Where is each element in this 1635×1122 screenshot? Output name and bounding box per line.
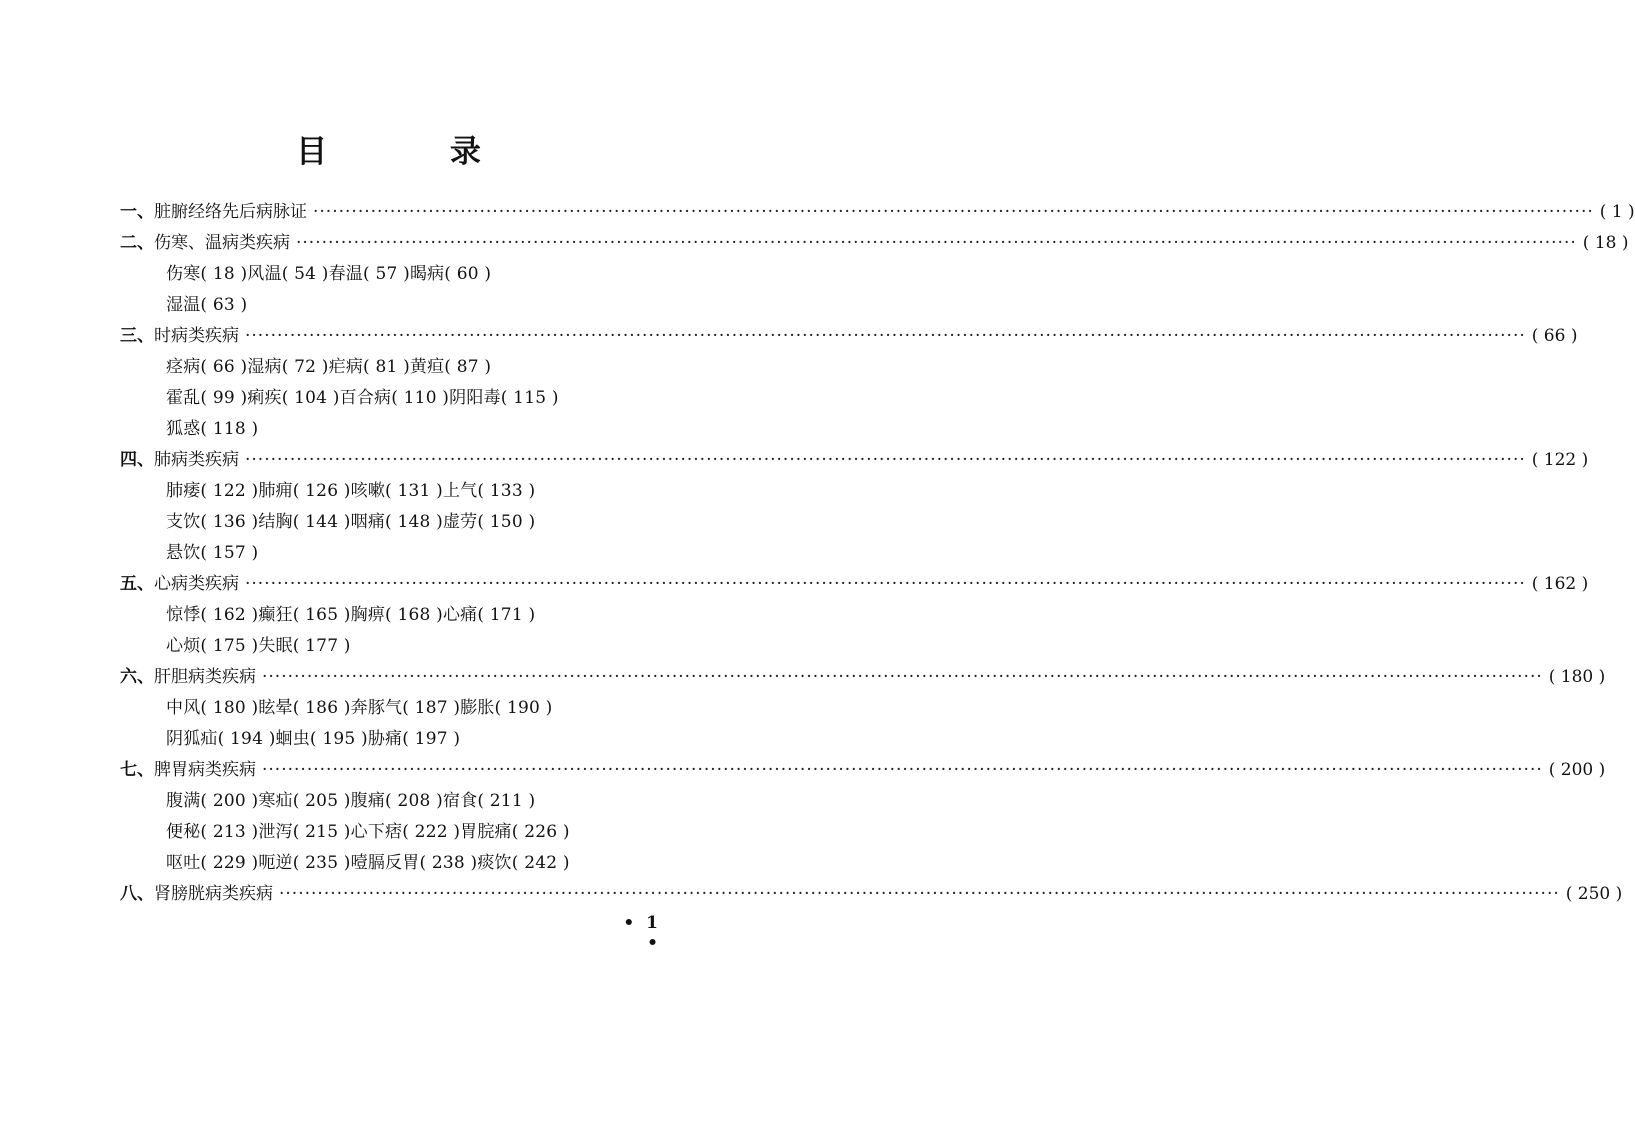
chapter-title: 肾膀胱病类疾病 <box>154 884 273 904</box>
toc-subentries: 中风( 180 )眩晕( 186 )奔豚气( 187 )膨胀( 190 ) <box>166 698 553 718</box>
toc-subentries: 狐惑( 118 ) <box>166 419 259 439</box>
toc-chapter <box>120 755 1606 786</box>
toc-subentries: 腹满( 200 )寒疝( 205 )腹痛( 208 )宿食( 211 ) <box>166 791 536 811</box>
toc-chapter <box>120 662 1606 693</box>
chapter-number: 七、 <box>120 760 154 780</box>
chapter-title: 脾胃病类疾病 <box>154 760 256 780</box>
dot-leader: ········································································································································································································ <box>296 233 1577 253</box>
chapter-page: ( 122 ) <box>1531 450 1589 470</box>
chapter-page: ( 250 ) <box>1565 884 1623 904</box>
toc-subentries: 心烦( 175 )失眠( 177 ) <box>166 636 351 656</box>
dot-leader: ········································································································································································································ <box>313 202 1594 222</box>
dot-leader: ········································································································································································································ <box>279 884 1560 904</box>
dot-leader: ········································································································································································································ <box>245 574 1526 594</box>
toc-chapter <box>120 569 1589 600</box>
toc-subentries: 肺痿( 122 )肺痈( 126 )咳嗽( 131 )上气( 133 ) <box>166 481 536 501</box>
chapter-page: ( 200 ) <box>1548 760 1606 780</box>
chapter-number: 一、 <box>120 202 154 222</box>
toc-subentries: 痉病( 66 )湿病( 72 )疟病( 81 )黄疸( 87 ) <box>166 357 492 377</box>
toc-chapter <box>120 321 1578 352</box>
toc-subentries: 湿温( 63 ) <box>166 295 248 315</box>
toc-subentries: 霍乱( 99 )痢疾( 104 )百合病( 110 )阴阳毒( 115 ) <box>166 388 559 408</box>
chapter-page: ( 180 ) <box>1548 667 1606 687</box>
dot-leader: ········································································································································································································ <box>245 326 1526 346</box>
toc-subentries: 惊悸( 162 )癫狂( 165 )胸痹( 168 )心痛( 171 ) <box>166 605 536 625</box>
chapter-number: 六、 <box>120 667 154 687</box>
table-of-contents <box>120 197 1635 910</box>
toc-subentries: 呕吐( 229 )呃逆( 235 )噎膈反胃( 238 )痰饮( 242 ) <box>166 853 570 873</box>
toc-chapter <box>120 228 1629 259</box>
chapter-number: 八、 <box>120 884 154 904</box>
dot-leader: ········································································································································································································ <box>262 760 1543 780</box>
chapter-page: ( 18 ) <box>1582 233 1629 253</box>
toc-chapter <box>120 445 1589 476</box>
page-number: • 1 • <box>623 913 661 953</box>
toc-subentries: 伤寒( 18 )风温( 54 )春温( 57 )暍病( 60 ) <box>166 264 492 284</box>
chapter-number: 四、 <box>120 450 154 470</box>
toc-chapter <box>120 197 1635 228</box>
page-title: 目 录 <box>296 134 537 170</box>
toc-subentries: 阴狐疝( 194 )蛔虫( 195 )胁痛( 197 ) <box>166 729 461 749</box>
chapter-title: 肺病类疾病 <box>154 450 239 470</box>
chapter-number: 五、 <box>120 574 154 594</box>
toc-chapter <box>120 879 1623 910</box>
chapter-title: 脏腑经络先后病脉证 <box>154 202 307 222</box>
chapter-number: 三、 <box>120 326 154 346</box>
chapter-number: 二、 <box>120 233 154 253</box>
chapter-title: 时病类疾病 <box>154 326 239 346</box>
toc-subentries: 支饮( 136 )结胸( 144 )咽痛( 148 )虚劳( 150 ) <box>166 512 536 532</box>
chapter-title: 伤寒、温病类疾病 <box>154 233 290 253</box>
chapter-title: 肝胆病类疾病 <box>154 667 256 687</box>
chapter-title: 心病类疾病 <box>154 574 239 594</box>
dot-leader: ········································································································································································································ <box>262 667 1543 687</box>
dot-leader: ········································································································································································································ <box>245 450 1526 470</box>
chapter-page: ( 66 ) <box>1531 326 1578 346</box>
toc-subentries: 悬饮( 157 ) <box>166 543 259 563</box>
toc-subentries: 便秘( 213 )泄泻( 215 )心下痞( 222 )胃脘痛( 226 ) <box>166 822 570 842</box>
chapter-page: ( 162 ) <box>1531 574 1589 594</box>
chapter-page: ( 1 ) <box>1599 202 1635 222</box>
